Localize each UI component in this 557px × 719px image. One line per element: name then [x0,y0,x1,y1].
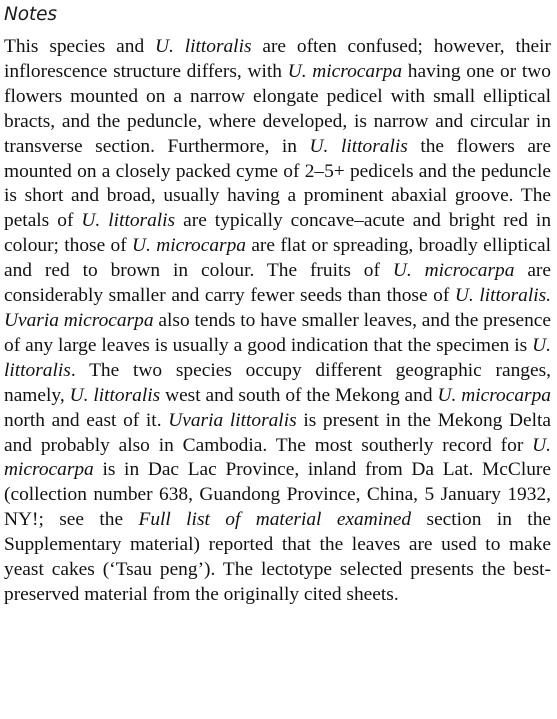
italic-run: U. microcarpa [392,260,515,282]
notes-section [4,3,551,608]
text-run: are considerably smaller and carry fewer seeds than those of [4,260,551,307]
italic-run: U. littoralis [4,334,551,381]
text-run: This species and [4,36,155,57]
section-heading: Notes [4,4,57,25]
italic-run: U. littoralis [81,210,176,232]
text-run: having one or two flowers mounted on a narrow elongate pedicel with small elliptical bracts, and the peduncle, where developed, is narrow and circular in transverse section. Furthermore, in [4,60,551,157]
italic-run: U. microcarpa [437,384,551,406]
text-run: is in Dac Lac Province, inland from Da Lat. McClure (collection number 638, Guandong Province, China, 5 January 1932, NY!; see the [4,459,551,531]
text-run: are flat or spreading, broadly elliptical and red to brown in colour. The fruits of [4,235,551,282]
italic-run: U. microcarpa [4,434,551,481]
italic-run: U. littoralis. Uvaria microcarpa [4,285,551,331]
text-run: section in the Supplementary material) reported that the leaves are used to make yeast cakes (‘Tsau peng’). The lectotype selected presents the best-preserved material from the originally cited sheets. [4,509,551,605]
italic-run: U. littoralis [155,36,252,57]
text-run: west and south of the Mekong and [160,384,438,406]
italic-run: U. littoralis [309,135,408,157]
italic-run: U. littoralis [69,384,161,406]
text-run: are typically concave–acute and bright red in colour; those of [4,210,552,257]
text-run: . The two species occupy different geographic ranges, namely, [4,359,551,406]
italic-run: Full list of material examined [138,509,412,531]
text-run: is present in the Mekong Delta and probably also in Cambodia. The most southerly record for [4,409,551,456]
text-run: are often confused; however, their inflorescence structure differs, with [4,36,551,82]
italic-run: U. microcarpa [287,60,403,82]
italic-run: Uvaria littoralis [168,409,297,431]
italic-run: U. microcarpa [132,235,246,257]
notes-paragraph [4,35,551,608]
text-run: also tends to have smaller leaves, and the presence of any large leaves is usually a good indication that the specimen is [4,309,552,356]
text-run: the flowers are mounted on a closely packed cyme of 2–5+ pedicels and the peduncle is short and broad, usually having a prominent abaxial groove. The petals of [4,135,551,232]
text-run: north and east of it. [4,409,169,431]
